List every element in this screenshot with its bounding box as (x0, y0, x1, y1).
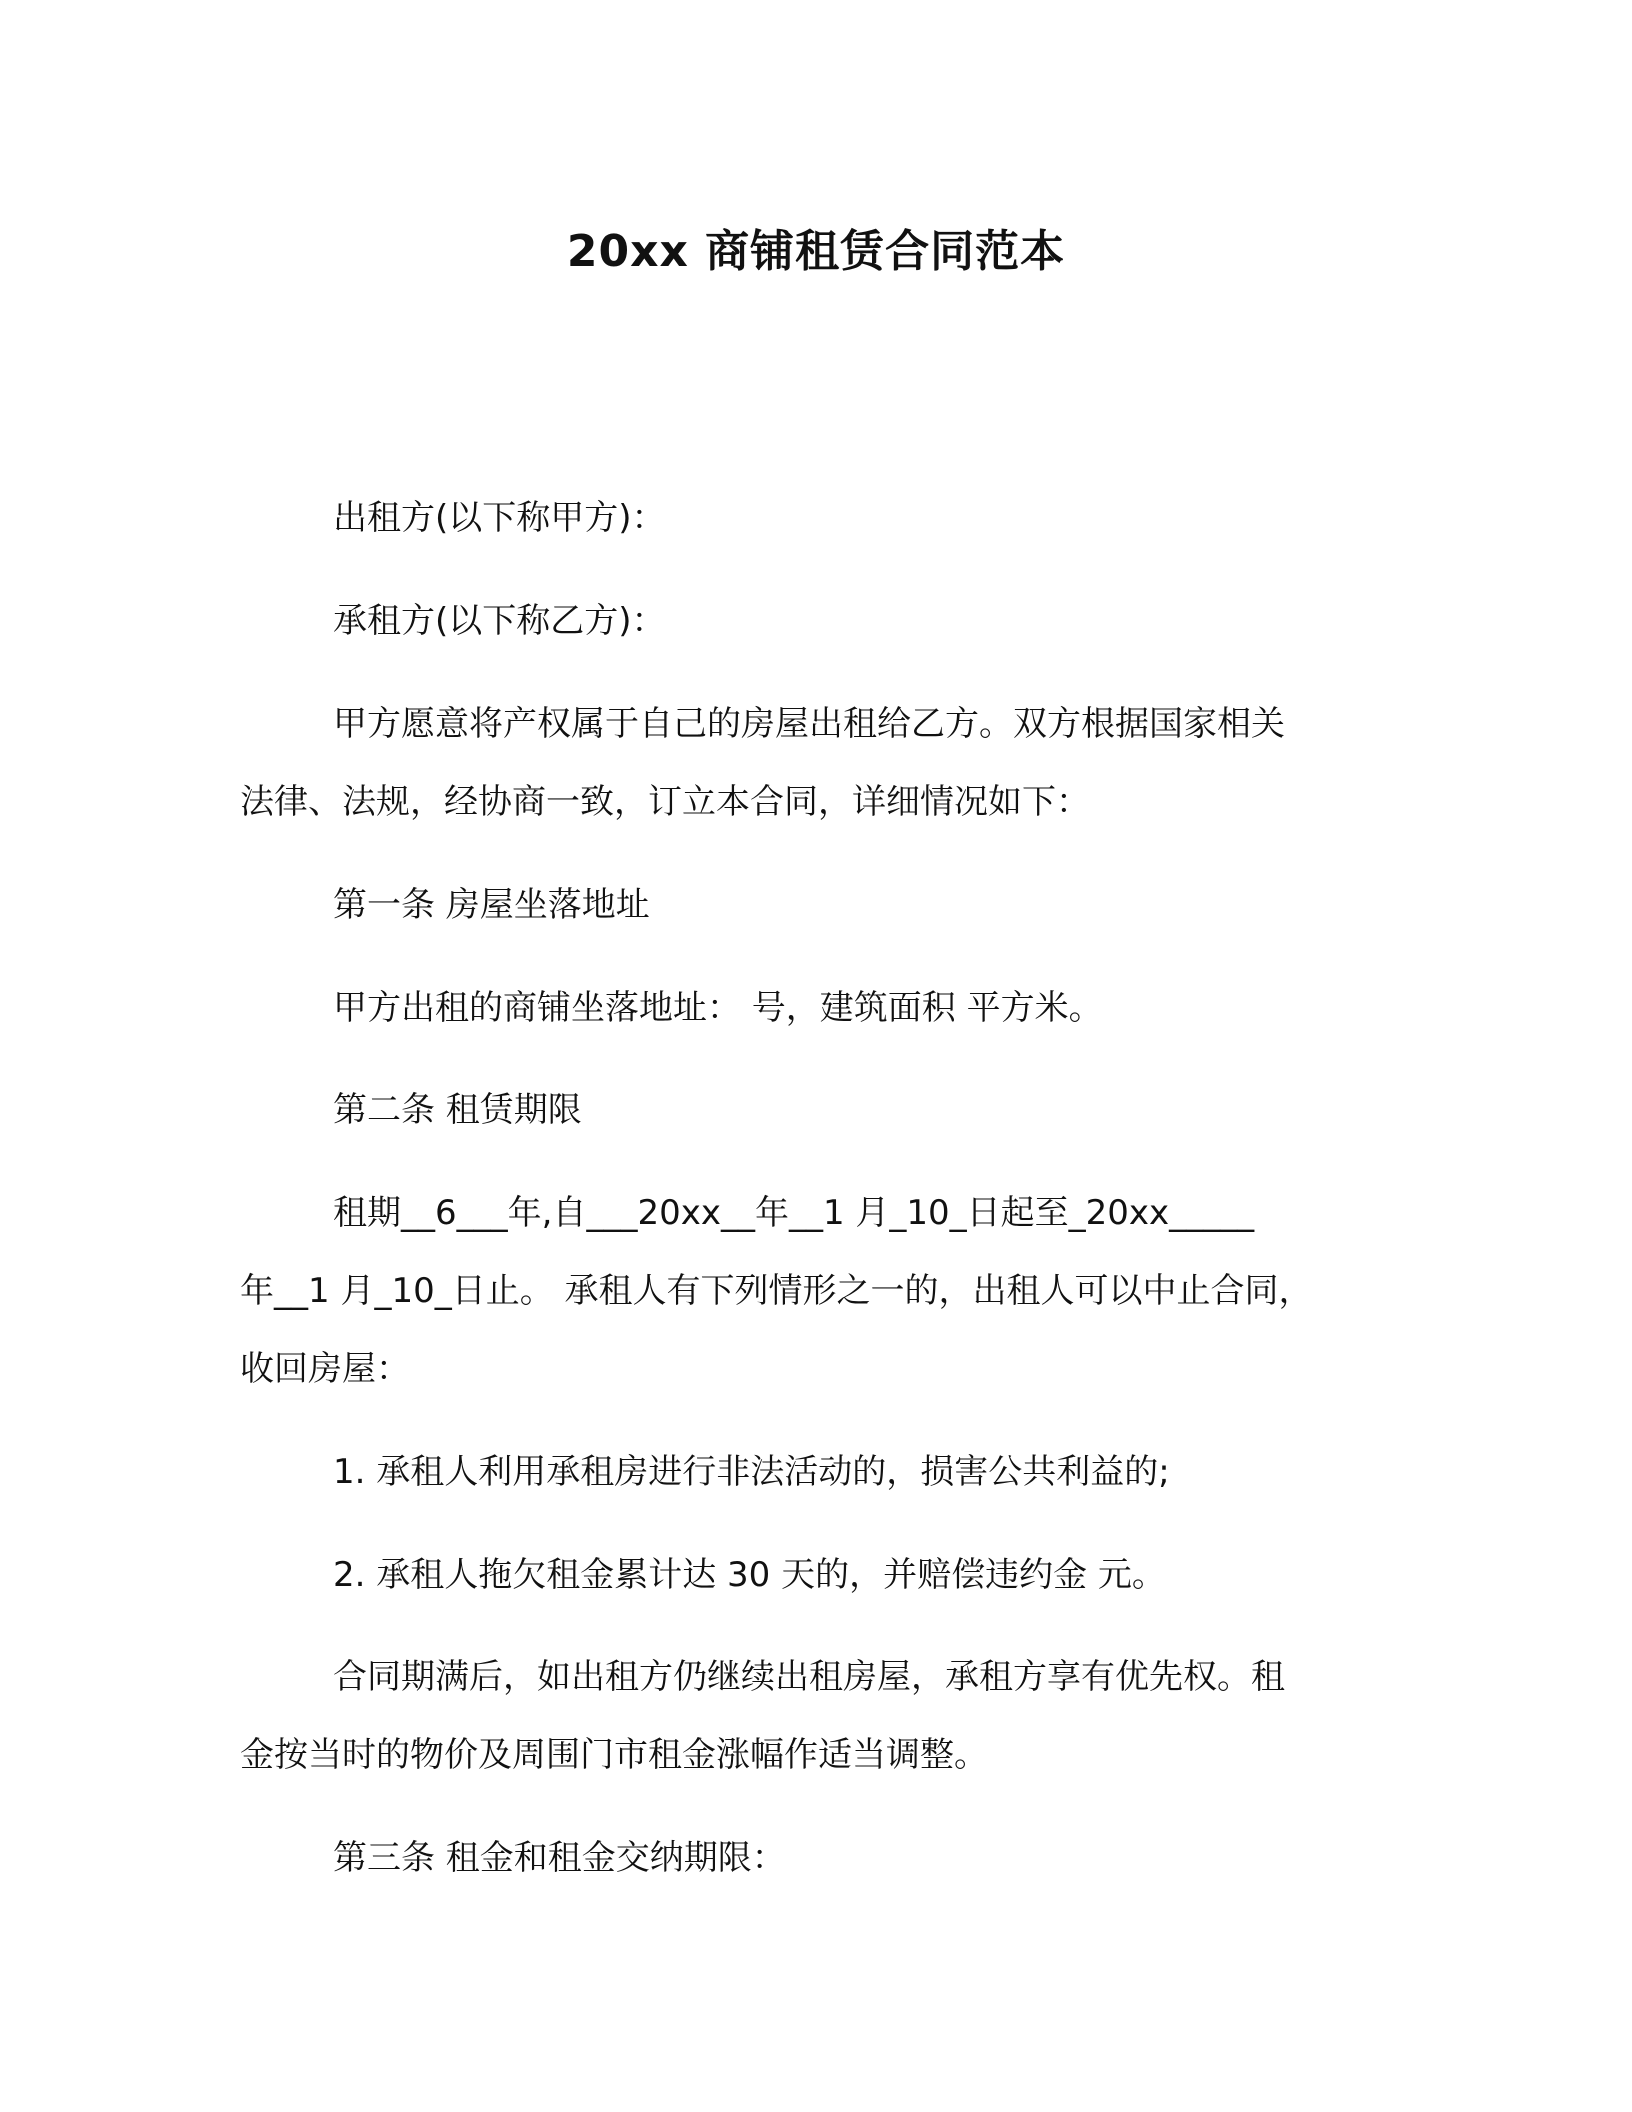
lessor-line: 出租方(以下称甲方)： (333, 498, 666, 538)
article2-term-line-3: 收回房屋： (240, 1349, 410, 1389)
intro-line-1: 甲方愿意将产权属于自己的房屋出租给乙方。双方根据国家相关 (333, 704, 1285, 744)
document-title: 20xx 商铺租赁合同范本 (566, 226, 1066, 277)
article2-term-line-1: 租期__6___年,自___20xx__年__1 月_10_日起至_20xx_____ (333, 1193, 1255, 1233)
lessee-line: 承租方(以下称乙方)： (333, 601, 666, 641)
clause-2: 2. 承租人拖欠租金累计达 30 天的，并赔偿违约金 元。 (333, 1555, 1166, 1595)
renewal-line-2: 金按当时的物价及周围门市租金涨幅作适当调整。 (240, 1735, 988, 1775)
clause-1: 1. 承租人利用承租房进行非法活动的，损害公共利益的; (333, 1452, 1170, 1492)
intro-line-2: 法律、法规，经协商一致，订立本合同，详细情况如下： (240, 782, 1090, 822)
article2-term-line-2: 年__1 月_10_日止。 承租人有下列情形之一的，出租人可以中止合同， (240, 1271, 1313, 1311)
article1-heading: 第一条 房屋坐落地址 (333, 885, 650, 925)
renewal-line-1: 合同期满后，如出租方仍继续出租房屋，承租方享有优先权。租 (333, 1657, 1285, 1697)
article3-heading: 第三条 租金和租金交纳期限： (333, 1838, 786, 1878)
article1-body: 甲方出租的商铺坐落地址： 号，建筑面积 平方米。 (333, 988, 1103, 1028)
article2-heading: 第二条 租赁期限 (333, 1090, 582, 1130)
